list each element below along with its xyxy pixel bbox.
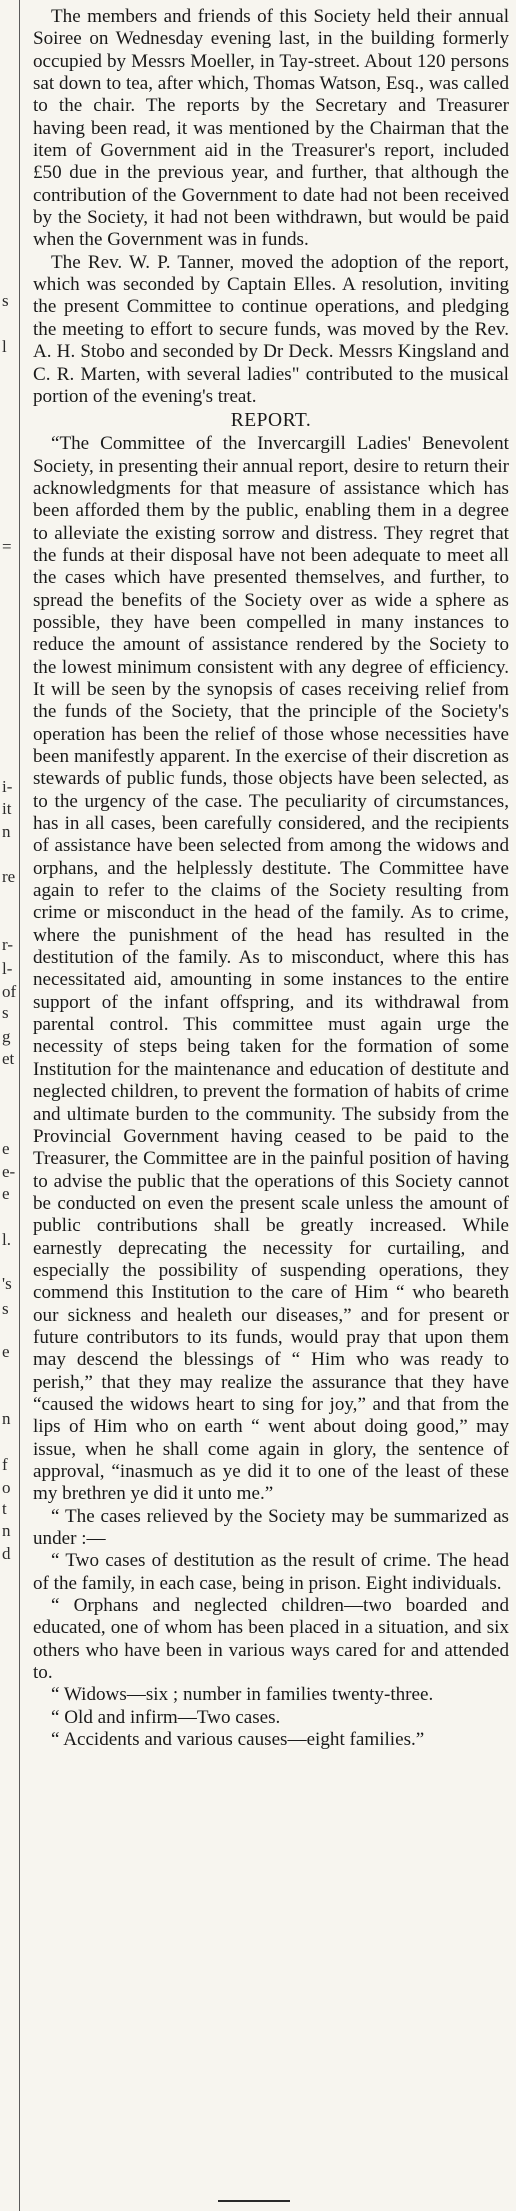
case-item-orphans: “ Orphans and neglected children—two boarded and educated, one of whom has been placed in a situation, and six others who have been in various ways cared for and attended to. [33, 1595, 509, 1684]
gutter-fragment: t [2, 1499, 7, 1518]
gutter-fragment: e [2, 1184, 10, 1203]
case-item-old-infirm: “ Old and infirm—Two cases. [51, 1706, 281, 1728]
gutter-fragment: s [2, 1299, 9, 1318]
gutter-fragment: f [2, 1455, 8, 1474]
adjacent-column-fragments [0, 0, 16, 2211]
gutter-fragment: s [2, 291, 9, 310]
gutter-fragment: n [2, 1409, 11, 1428]
gutter-fragment: r- [2, 935, 13, 954]
summary-intro: “ The cases relieved by the Society may be summarized as under :— [33, 1505, 509, 1550]
case-item-widows: “ Widows—six ; number in families twenty-three. [51, 1684, 434, 1706]
resolution-paragraph: The Rev. W. P. Tanner, moved the adoption of the report, which was seconded by Captain Elles. A resolution, inviting the present Committee to continue operations, and pledging the meeting to effort to secure funds, was moved by the Rev. A. H. Stobo and seconded by Dr Deck. Messrs Kingsland and C. R. Marten, with several ladies" contributed to the musical portion of the evening's treat. [33, 251, 509, 407]
case-item-accidents: “ Accidents and various causes—eight families.” [51, 1729, 425, 1751]
gutter-fragment: n [2, 822, 11, 841]
end-rule [218, 2200, 290, 2202]
gutter-fragment: e- [2, 1162, 16, 1181]
gutter-fragment: d [2, 1544, 11, 1563]
gutter-fragment: e [2, 1139, 10, 1158]
gutter-fragment: 's [2, 1274, 12, 1293]
gutter-fragment: of [2, 982, 17, 1001]
gutter-fragment: n [2, 1521, 11, 1540]
gutter-fragment: l [2, 337, 7, 356]
intro-paragraph: The members and friends of this Society held their annual Soiree on Wednesday evening last, in the building formerly occupied by Messrs Moeller, in Tay-street. About 120 persons sat down to tea, after which, Thomas Watson, Esq., was called to the chair. The reports by the Secretary and Treasurer having been read, it was mentioned by the Chairman that the item of Government aid in the Treasurer's report, included £50 due in the previous year, and further, that although the contribution of the Government to date had not been received by the Society, it had not been withdrawn, but would be paid when the Government was in funds. [33, 6, 509, 251]
gutter-fragment: re [2, 867, 16, 886]
gutter-fragment: s [2, 1003, 9, 1022]
gutter-fragment: et [2, 1049, 15, 1068]
gutter-fragment: l. [2, 1230, 11, 1249]
gutter-fragment: l- [2, 959, 13, 978]
case-item-crime: “ Two cases of destitution as the result of crime. The head of the family, in each case, being in prison. Eight individuals. [33, 1550, 509, 1594]
gutter-fragment: g [2, 1027, 11, 1046]
gutter-fragment: o [2, 1478, 11, 1497]
report-paragraph: “The Committee of the Invercargill Ladies' Benevolent Society, in presenting their annual report, desire to return their acknowledgments for that measure of assistance which has been afforded them by the public, enabling them in a degree to alleviate the existing sorrow and distress. They regret that the funds at their disposal have not been adequate to meet all the cases which have presented themselves, and further, to spread the benefits of the Society over as wide a sphere as possible, they have been compelled in many instances to reduce the amount of assistance rendered by the Society to the lowest minimum consistent with any degree of efficiency. It will be seen by the synopsis of cases receiving relief from the funds of the Society, that the principle of the Society's operation has been the relief of those whose necessities have been manifestly apparent. In the exercise of their discretion as stewards of public funds, those objects have been selected, as to the urgency of the case. The peculiarity of circumstances, has in all cases, been carefully considered, and the recipients of assistance have been selected from among the widows and orphans, and the helplessly destitute. The Committee have again to refer to the claims of the Society resulting from crime or misconduct in the head of the family. As to crime, where the punishment of the head has resulted in the destitution of the family. As to misconduct, where this has necessitated aid, amounting in some instances to the entire support of the infant offspring, and its withdrawal from parental control. This committee must again urge the necessity of steps being taken for the formation of some Institution for the maintenance and education of destitute and neglected children, to prevent the formation of habits of crime and ultimate burden to the community. The subsidy from the Provincial Government having ceased to be paid to the Treasurer, the Committee are in the painful position of having to advise the public that the operations of this Society cannot be conducted on even the present scale unless the amount of public contributions shall be greatly increased. While earnestly deprecating the necessity for curtailing, and especially the possibility of suspending operations, they commend this Institution to the care of Him “ who beareth our sickness and healeth our diseases,” and for present or future contributors to its funds, would pray that upon them may descend the blessings of “ Him who was ready to perish,” that they may realize the assurance that they have “caused the widows heart to sing for joy,” and that from the lips of Him who on earth “ went about doing good,” may issue, when he shall come again in glory, the sentence of approval, “inasmuch as ye did it to one of the least of these my brethren ye did it unto me.” [33, 433, 509, 1505]
column-rule [19, 0, 20, 2211]
gutter-fragment: i- [2, 777, 13, 796]
gutter-fragment: e [2, 1342, 10, 1361]
report-heading: REPORT. [230, 410, 312, 432]
gutter-fragment: it [2, 799, 12, 818]
article-column [33, 6, 509, 2206]
gutter-fragment: = [2, 537, 12, 556]
